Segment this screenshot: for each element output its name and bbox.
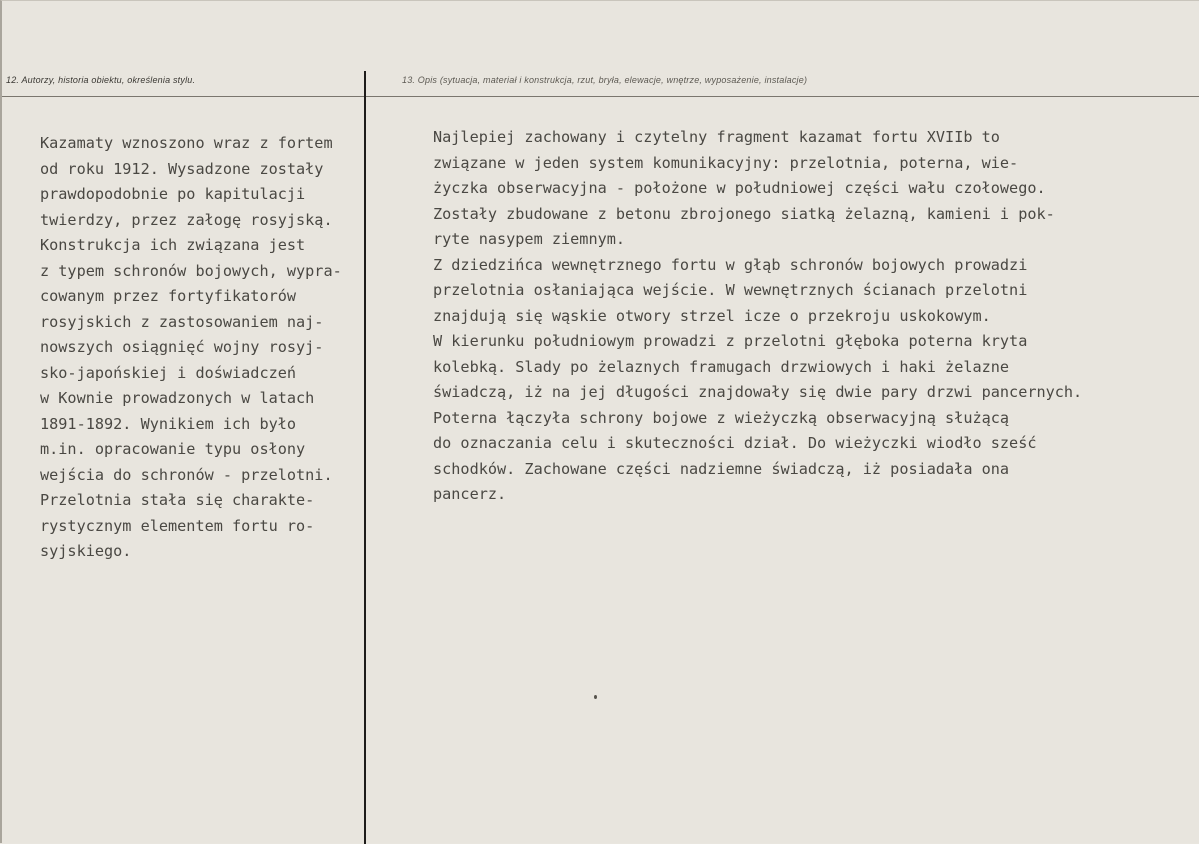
paper-speck <box>594 695 597 699</box>
column-divider <box>364 71 366 844</box>
section-13-label: 13. Opis (sytuacja, materiał i konstrukcja, rzut, bryła, elewacje, wnętrze, wyposażenie, instalacje) <box>402 75 808 85</box>
section-12-label: 12. Autorzy, historia obiektu, określenia stylu. <box>6 75 196 85</box>
description-text: Najlepiej zachowany i czytelny fragment kazamat fortu XVIIb to związane w jeden system komunikacyjny: przelotnia, poterna, wie- życzka obserwacyjna - położone w południowej części wału czołowego. Zostały zbudowane z betonu zbrojonego siatką żelazną, kamieni i pok- ryte nasypem ziemnym. Z dziedzińca wewnętrznego fortu w głąb schronów bojowych prowadzi przelotnia osłaniająca wejście. W wewnętrznych ścianach przelotni znajdują się wąskie otwory strzel icze o przekroju uskokowym. W kierunku południowym prowadzi z przelotni głęboka poterna kryta kolebką. Slady po żelaznych framugach drzwiowych i haki żelazne świadczą, iż na jej długości znajdowały się dwie pary drzwi pancernych. Poterna łączyła schrony bojowe z wieżyczką obserwacyjną służącą do oznaczania celu i skuteczności dział. Do wieżyczki wiodło sześć schodków. Zachowane części nadziemne świadczą, iż posiadała ona pancerz. <box>433 128 1083 503</box>
header-rule <box>2 96 1199 97</box>
history-text: Kazamaty wznoszono wraz z fortem od roku 1912. Wysadzone zostały prawdopodobnie po kapitulacji twierdzy, przez załogę rosyjską. Konstrukcja ich związana jest z typem schronów bojowych, wypra- cowanym przez fortyfikatorów rosyjskich z zastosowaniem naj- nowszych osiągnięć wojny rosyj- sko-japońskiej i doświadczeń w Kownie prowadzonych w latach 1891-1892. Wynikiem ich było m.in. opracowanie typu osłony wejścia do schronów - przelotni. Przelotnia stała się charakte- rystycznym elementem fortu ro- syjskiego. <box>40 134 342 560</box>
